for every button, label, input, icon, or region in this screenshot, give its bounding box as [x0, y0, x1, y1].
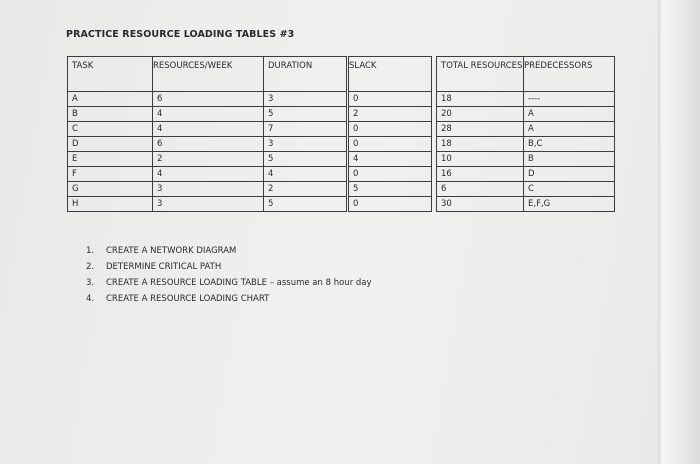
instruction-number: 1. — [86, 246, 95, 256]
header-predecessors: PREDECESSORS — [524, 57, 615, 92]
table-row — [68, 167, 615, 182]
instruction-text: CREATE A RESOURCE LOADING CHART — [106, 294, 270, 304]
duration-cell: 5 — [264, 107, 347, 122]
slack-cell: 5 — [349, 182, 432, 197]
task-cell: B — [68, 107, 153, 122]
slack-cell: 0 — [349, 197, 432, 212]
duration-cell: 5 — [264, 197, 347, 212]
slack-cell: 0 — [349, 122, 432, 137]
instruction-item — [86, 259, 372, 275]
instruction-text: CREATE A NETWORK DIAGRAM — [106, 246, 237, 256]
header-task: TASK — [68, 57, 153, 92]
duration-cell: 7 — [264, 122, 347, 137]
predecessors-cell: A — [524, 107, 615, 122]
slack-cell: 2 — [349, 107, 432, 122]
task-cell: F — [68, 167, 153, 182]
predecessors-cell: D — [524, 167, 615, 182]
instruction-number: 2. — [86, 262, 95, 272]
predecessors-cell: A — [524, 122, 615, 137]
table-row — [68, 152, 615, 167]
table-row — [68, 107, 615, 122]
table-header-row — [68, 57, 615, 92]
predecessors-cell: C — [524, 182, 615, 197]
total-resources-cell: 18 — [437, 92, 524, 107]
table-body — [68, 92, 615, 212]
total-resources-cell: 30 — [437, 197, 524, 212]
duration-cell: 3 — [264, 92, 347, 107]
resources-week-cell: 6 — [153, 92, 264, 107]
instruction-text: CREATE A RESOURCE LOADING TABLE – assume an 8 hour day — [106, 278, 372, 288]
resources-week-cell: 6 — [153, 137, 264, 152]
duration-cell: 5 — [264, 152, 347, 167]
slack-cell: 0 — [349, 137, 432, 152]
total-resources-cell: 16 — [437, 167, 524, 182]
table-row — [68, 197, 615, 212]
total-resources-cell: 20 — [437, 107, 524, 122]
task-cell: A — [68, 92, 153, 107]
instruction-number: 4. — [86, 294, 95, 304]
predecessors-cell: B,C — [524, 137, 615, 152]
task-cell: C — [68, 122, 153, 137]
header-resources-week: RESOURCES/WEEK — [153, 57, 264, 92]
total-resources-cell: 28 — [437, 122, 524, 137]
duration-cell: 3 — [264, 137, 347, 152]
total-resources-cell: 10 — [437, 152, 524, 167]
instruction-item — [86, 291, 372, 307]
total-resources-cell: 6 — [437, 182, 524, 197]
slack-cell: 0 — [349, 92, 432, 107]
predecessors-cell: ---- — [524, 92, 615, 107]
task-cell: D — [68, 137, 153, 152]
instruction-item — [86, 275, 372, 291]
table-row — [68, 122, 615, 137]
task-cell: E — [68, 152, 153, 167]
header-slack: SLACK — [349, 57, 432, 92]
resources-week-cell: 3 — [153, 182, 264, 197]
resources-week-cell: 4 — [153, 122, 264, 137]
resource-table — [67, 56, 615, 212]
slack-cell: 4 — [349, 152, 432, 167]
page-edge — [658, 0, 700, 464]
task-cell: G — [68, 182, 153, 197]
table-row — [68, 137, 615, 152]
document-title: PRACTICE RESOURCE LOADING TABLES #3 — [66, 29, 295, 40]
instruction-item — [86, 243, 372, 259]
resources-week-cell: 4 — [153, 107, 264, 122]
table-row — [68, 182, 615, 197]
total-resources-cell: 18 — [437, 137, 524, 152]
table-row — [68, 92, 615, 107]
instruction-text: DETERMINE CRITICAL PATH — [106, 262, 222, 272]
task-cell: H — [68, 197, 153, 212]
duration-cell: 2 — [264, 182, 347, 197]
instruction-number: 3. — [86, 278, 95, 288]
resources-week-cell: 4 — [153, 167, 264, 182]
resources-week-cell: 3 — [153, 197, 264, 212]
duration-cell: 4 — [264, 167, 347, 182]
slack-cell: 0 — [349, 167, 432, 182]
instruction-list — [86, 243, 372, 307]
predecessors-cell: E,F,G — [524, 197, 615, 212]
predecessors-cell: B — [524, 152, 615, 167]
header-duration: DURATION — [264, 57, 347, 92]
header-total-resources: TOTAL RESOURCES — [437, 57, 524, 92]
resources-week-cell: 2 — [153, 152, 264, 167]
